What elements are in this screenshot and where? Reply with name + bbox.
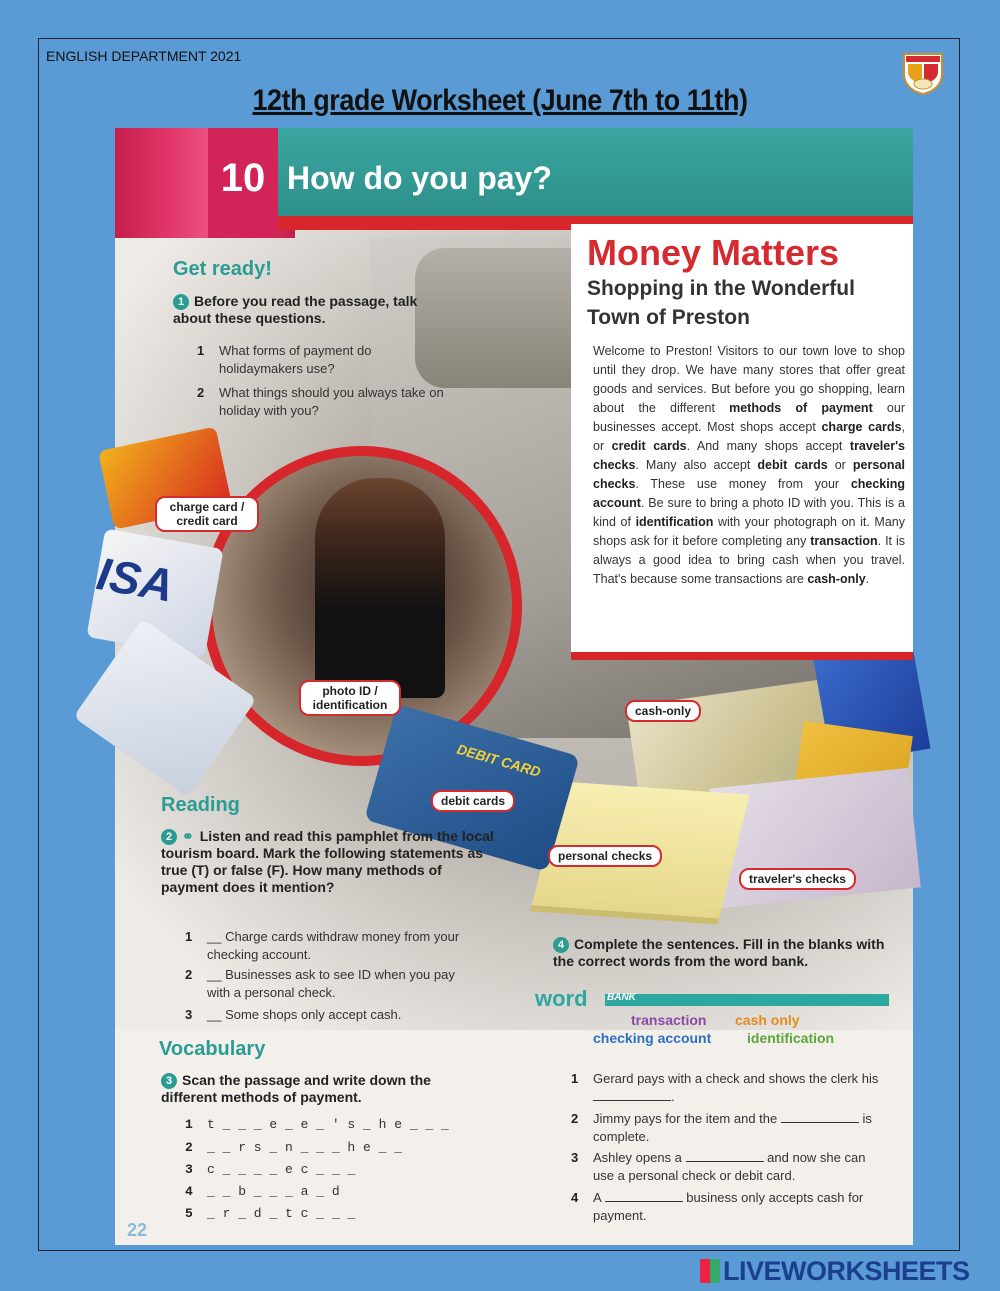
question-1-badge: 1 [173,294,189,310]
sentence-text: Ashley opens a [593,1150,682,1165]
liveworksheets-text: LIVEWORKSHEETS [723,1256,970,1286]
vocabulary-letters: _ _ r s _ n _ _ _ h e _ _ [207,1140,403,1155]
complete-sentence: 1 Gerard pays with a check and shows the clerk his . [571,1071,879,1104]
vocabulary-item [185,1116,449,1134]
get-ready-instruction [173,293,423,327]
item-number: 1 [185,1117,193,1132]
vocabulary-item [185,1183,340,1201]
complete-instruction [553,936,893,970]
item-number: 2 [185,967,193,982]
textbook-page [93,128,913,1245]
item-text: __ Charge cards withdraw money from your checking account. [207,929,460,962]
item-number: 2 [197,385,205,400]
personal-checks-label: personal checks [548,845,662,867]
get-ready-question [197,342,427,378]
item-text: What forms of payment do holidaymakers use? [219,343,372,376]
liveworksheets-icon [700,1259,720,1283]
reading-instruction-text: Listen and read this pamphlet from the local tourism board. Mark the following statements as true (T) or false (F). How many methods of payment does it mention? [161,828,494,895]
vocabulary-letters: c _ _ _ _ e c _ _ _ [207,1162,356,1177]
item-number: 4 [185,1184,193,1199]
debit-cards-label: debit cards [431,790,515,812]
department-label: ENGLISH DEPARTMENT 2021 [46,48,242,64]
debit-card-text: DEBIT CARD [455,740,543,780]
charge-card-label: charge card / credit card [155,496,259,532]
reading-heading: Reading [161,794,240,816]
liveworksheets-logo [700,1256,970,1287]
money-matters-article [571,224,913,660]
answer-blank[interactable] [593,1089,671,1101]
vocabulary-instruction-text: Scan the passage and write down the different methods of payment. [161,1072,431,1105]
word-cash-only: cash only [735,1012,800,1028]
word-bank-bar [605,994,889,1006]
question-3-badge: 3 [161,1073,177,1089]
headphones-icon: ⚭ [182,828,194,844]
sentence-text: Jimmy pays for the item and the [593,1111,778,1126]
article-title: Money Matters [587,232,840,273]
vocabulary-letters: _ _ b _ _ _ a _ d [207,1184,340,1199]
photo-id-label: photo ID / identification [299,680,401,716]
complete-instruction-text: Complete the sentences. Fill in the blanks with the correct words from the word bank. [553,936,885,969]
vocabulary-letters: _ r _ d _ t c _ _ _ [207,1206,356,1221]
complete-sentence: 2 Jimmy pays for the item and the is complete. [571,1111,872,1144]
item-text: __ Some shops only accept cash. [207,1007,402,1022]
reading-instruction [161,828,501,896]
vocabulary-item [185,1139,402,1157]
item-number: 1 [185,929,193,944]
answer-blank[interactable] [686,1150,764,1162]
answer-blank[interactable] [781,1111,859,1123]
reading-statement [185,1006,505,1024]
word-checking-account: checking account [593,1030,712,1046]
word-identification: identification [747,1030,835,1046]
item-number: 3 [185,1162,193,1177]
travelers-checks-label: traveler's checks [739,868,856,890]
sentence-text: and now she can use a personal check or debit card. [593,1150,866,1183]
article-subtitle-line: Town of Preston [587,306,750,329]
unit-number: 10 [208,128,278,238]
item-number: 5 [185,1206,193,1221]
complete-sentence: 3 Ashley opens a and now she can use a personal check or debit card. [571,1150,866,1183]
vocabulary-item [185,1205,355,1223]
sentence-text: Gerard pays with a check and shows the clerk his [593,1071,879,1086]
word-bank-sublabel: BANK [607,992,636,1003]
visa-text: ISA [93,547,178,612]
worksheet-title: 12th grade Worksheet (June 7th to 11th) [252,84,748,117]
question-4-badge: 4 [553,937,569,953]
vocabulary-instruction [161,1072,481,1106]
word-transaction: transaction [631,1012,707,1028]
reading-statement [185,928,505,964]
unit-title: How do you pay? [287,160,552,196]
reading-statement [185,966,505,1002]
get-ready-instruction-text: Before you read the passage, talk about these questions. [173,293,418,326]
vocabulary-letters: t _ _ _ e _ e _ ' s _ h e _ _ _ [207,1117,449,1132]
article-subtitle-line: Shopping in the Wonderful [587,277,855,300]
answer-blank[interactable] [605,1190,683,1202]
vocabulary-item [185,1161,355,1179]
sentence-text: is complete. [593,1111,872,1144]
word-bank-label: word [535,986,588,1011]
get-ready-question [197,384,447,420]
sentence-text: A [593,1190,601,1205]
complete-sentence: 4 A business only accepts cash for payment. [571,1190,864,1223]
vocabulary-heading: Vocabulary [159,1038,266,1060]
question-2-badge: 2 [161,829,177,845]
article-subtitle [587,274,855,332]
page-number: 22 [127,1220,148,1240]
item-text: __ Businesses ask to see ID when you pay with a personal check. [207,967,455,1000]
cashier-person-image [315,478,445,698]
article-body: Welcome to Preston! Visitors to our town love to shop until they drop. We have many stores that offer great goods and services. But before you go shopping, learn about the different methods of payment our businesses accept. Most shops accept charge cards, or credit cards. And many shops accept traveler's checks. Many also accept debit cards or personal checks. These use money from your checking account. Be sure to bring a photo ID with you. This is a kind of identification with your photograph on it. Many shops ask for it before completing any transaction. It is always a good idea to bring cash when you travel. That's because some transactions are cash-only. [593,344,906,586]
item-text: What things should you always take on holiday with you? [219,385,444,418]
cash-only-label: cash-only [625,700,701,722]
item-number: 1 [197,343,205,358]
item-number: 3 [185,1007,193,1022]
sentence-text: business only accepts cash for payment. [593,1190,864,1223]
item-number: 2 [185,1140,193,1155]
get-ready-heading: Get ready! [173,258,272,280]
